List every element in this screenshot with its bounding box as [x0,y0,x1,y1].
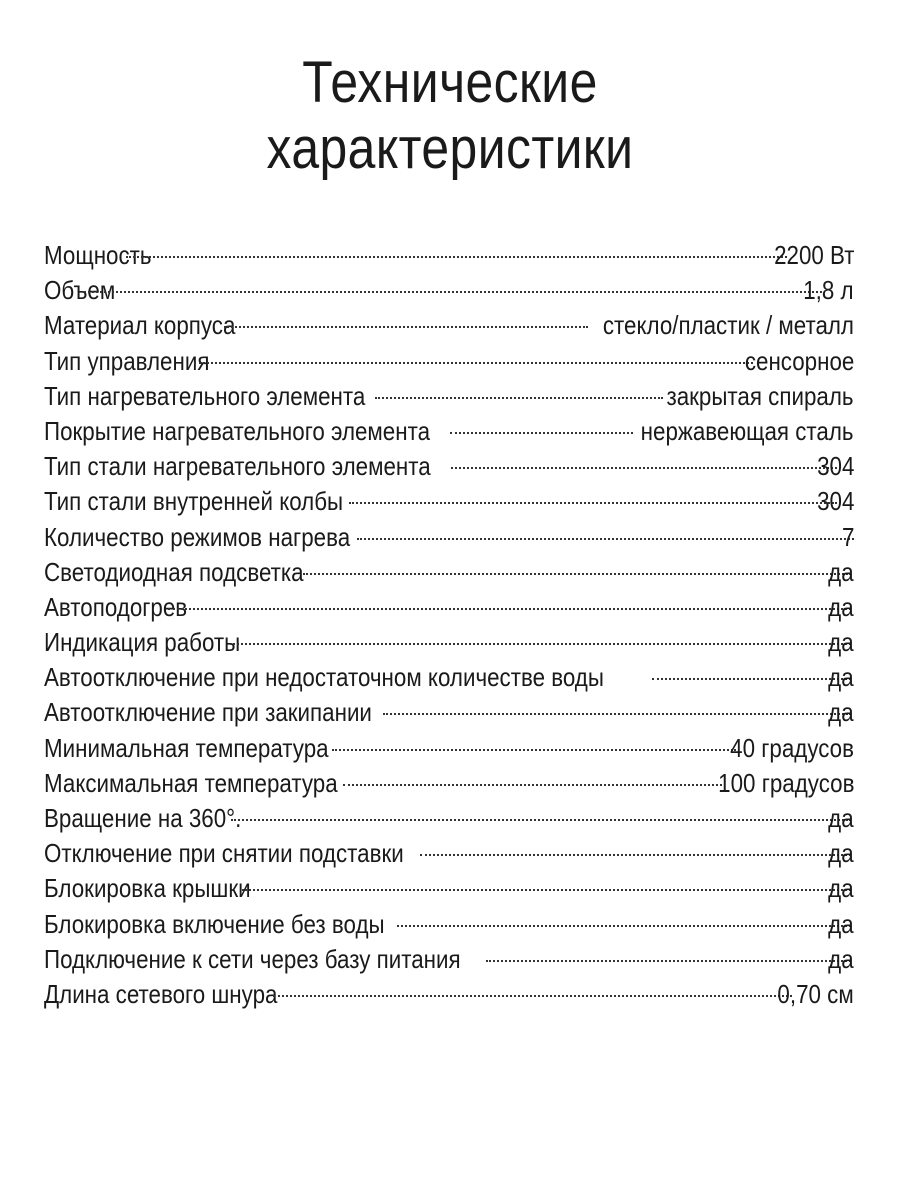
spec-row [44,731,854,766]
dot-leader [126,256,786,258]
spec-label: Количество режимов нагрева [44,521,351,552]
spec-row [44,449,854,484]
dot-leader [273,995,792,997]
dot-leader [303,573,851,575]
dot-leader [224,326,588,328]
spec-row [44,766,854,801]
dot-leader [375,397,663,399]
spec-row [44,379,854,414]
spec-label: Максимальная температура [44,767,338,798]
spec-row [44,695,854,730]
spec-row [44,801,854,836]
spec-label: Тип стали нагревательного элемента [44,451,431,482]
spec-row [44,625,854,660]
spec-label: Подключение к сети через базу питания [44,943,461,974]
spec-label: Автоотключение при недостаточном количестве воды [44,662,604,693]
dot-leader [357,538,854,540]
spec-row [44,942,854,977]
spec-label: Покрытие нагревательного элемента [44,415,431,446]
spec-value: да [828,627,854,658]
title-line-2: характеристики [266,116,634,181]
spec-value: нержавеющая сталь [641,415,854,446]
spec-row [44,555,854,590]
spec-value: да [828,908,854,939]
spec-row [44,520,854,555]
spec-label: Тип управления [44,345,210,376]
dot-leader [383,713,851,715]
spec-value: сенсорное [744,345,854,376]
dot-leader [84,291,822,293]
spec-list [44,238,854,1012]
spec-value: да [828,943,854,974]
spec-label: Минимальная температура [44,732,329,763]
title-line-1: Технические [302,50,598,115]
spec-value: 100 градусов [717,767,854,798]
dot-leader [343,784,722,786]
spec-row [44,344,854,379]
spec-label: Светодиодная подсветка [44,556,304,587]
spec-row [44,871,854,906]
spec-label: Объем [44,275,116,306]
spec-label: Мощность [44,240,152,270]
dot-leader [486,960,851,962]
spec-value: стекло/пластик / металл [602,310,854,341]
spec-row [44,836,854,871]
spec-label: Вращение на 360°. [44,803,242,833]
dot-leader [420,854,851,856]
dot-leader [652,678,850,680]
dot-leader [397,925,850,927]
spec-value: 304 [816,486,854,517]
spec-value: 304 [816,451,854,482]
spec-value: да [828,662,854,693]
spec-label: Блокировка включение без воды [44,908,385,939]
spec-row [44,414,854,449]
spec-value: 1,8 л [803,275,854,306]
page-title [63,50,837,182]
spec-label: Автоподогрев [44,591,188,622]
spec-value: 40 градусов [730,732,854,763]
spec-value: 0,70 см [777,978,854,1009]
dot-leader [332,749,736,751]
spec-label: Блокировка крышки [44,873,251,904]
spec-value: да [828,803,854,833]
spec-row [44,484,854,519]
spec-row [44,907,854,942]
spec-value: да [828,873,854,904]
spec-row [44,273,854,308]
dot-leader [450,432,633,434]
dot-leader [242,889,851,891]
spec-row [44,238,854,273]
dot-leader [230,643,851,645]
dot-leader [451,467,837,469]
dot-leader [194,362,753,364]
dot-leader [168,608,851,610]
spec-row [44,308,854,343]
spec-label: Длина сетевого шнура [44,978,278,1009]
dot-leader [231,819,851,821]
dot-leader [349,502,837,504]
spec-value: да [828,556,854,587]
spec-row [44,590,854,625]
spec-value: да [828,591,854,622]
spec-label: Тип стали внутренней колбы [44,486,344,517]
spec-value: закрытая спираль [666,380,854,411]
spec-label: Материал корпуса [44,310,236,341]
spec-value: 2200 Вт [773,240,854,270]
spec-value: да [828,838,854,869]
spec-label: Отключение при снятии подставки [44,838,404,869]
spec-label: Автоотключение при закипании [44,697,372,728]
spec-row [44,660,854,695]
spec-label: Индикация работы [44,627,241,658]
spec-value: 7 [841,521,854,552]
spec-value: да [828,697,854,728]
spec-label: Тип нагревательного элемента [44,380,366,411]
spec-row [44,977,854,1012]
